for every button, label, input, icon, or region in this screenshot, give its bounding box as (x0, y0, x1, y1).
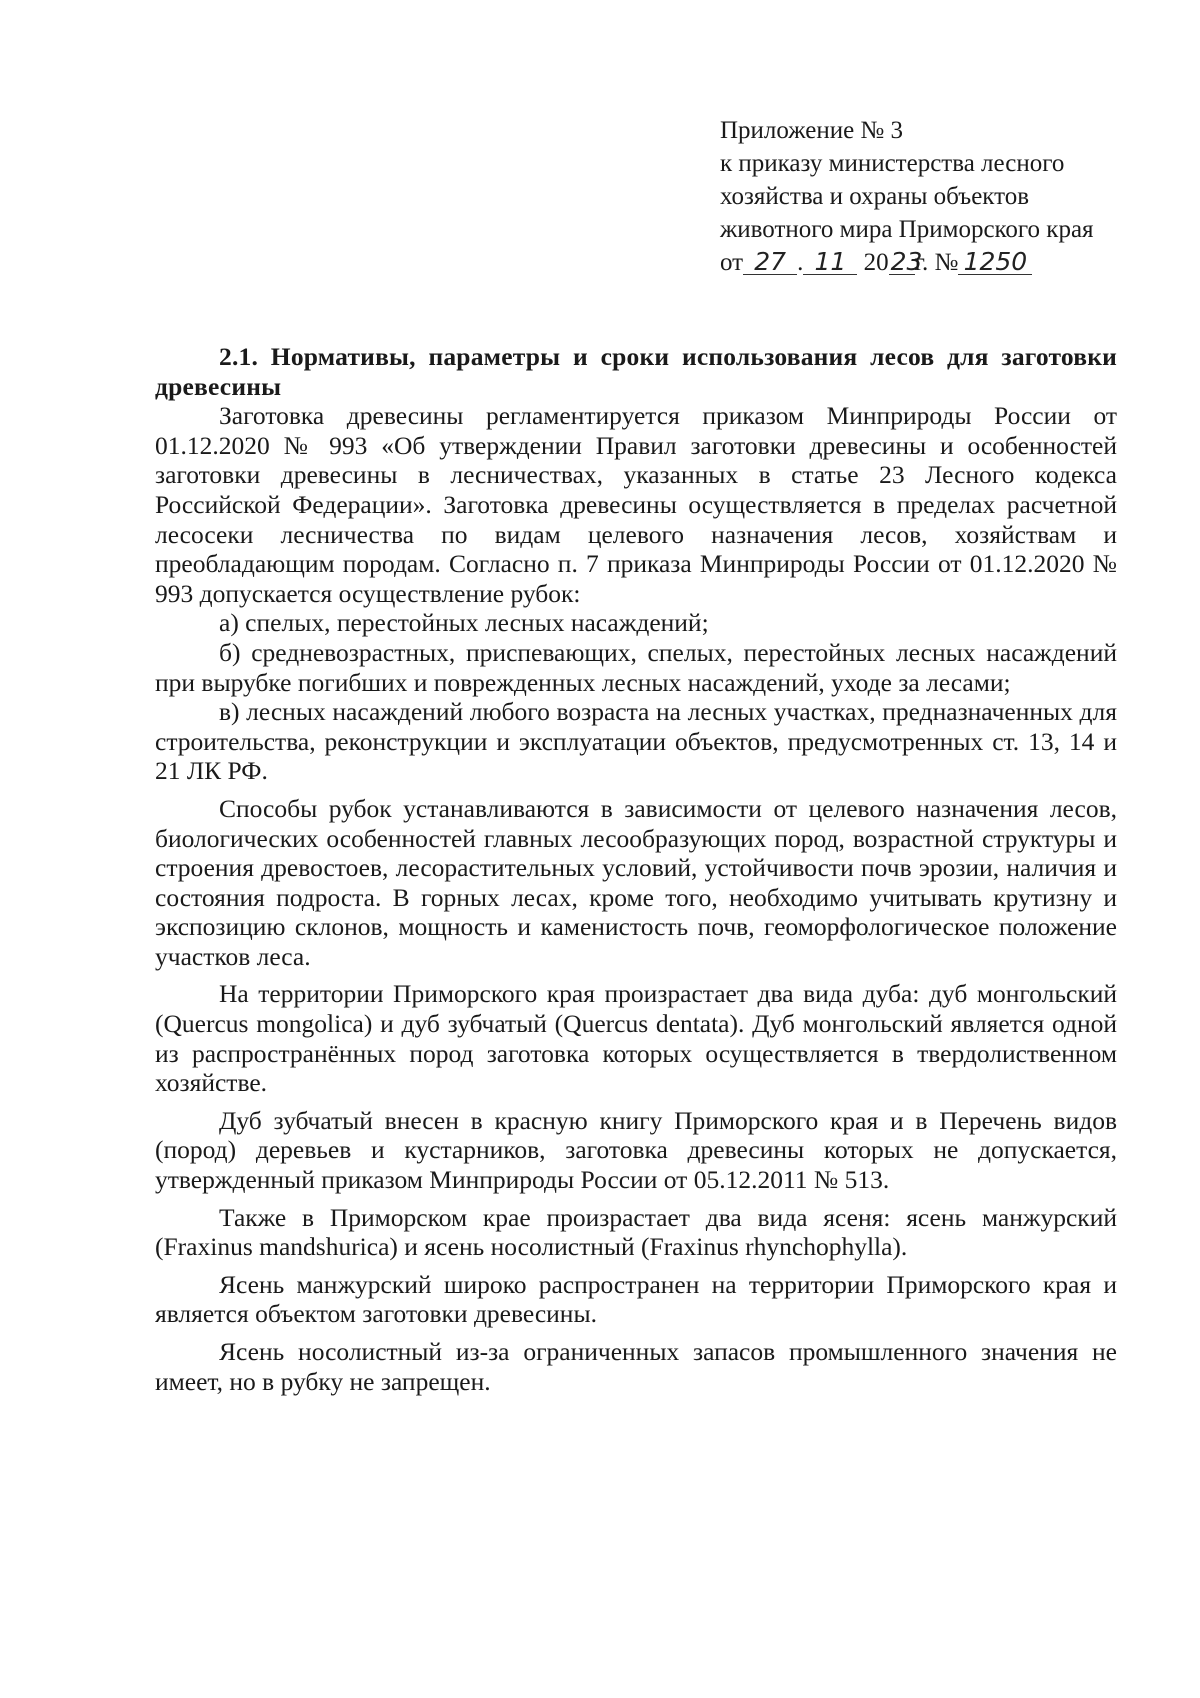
list-item-a: а) спелых, перестойных лесных насаждений; (219, 608, 709, 638)
handwritten-order-number: 1250 (958, 250, 1032, 275)
paragraph: Заготовка древесины регламентируется приказом Минприроды России от 01.12.2020 № 993 «Об утверждении Правил заготовки древесины и особенностей заготовки древесины в лесничествах, указанных в статье 23 Лесного кодекса Российской Федерации». Заготовка древесины осуществляется в пределах расчетной лесосеки лесничества по видам целевого назначения лесов, хозяйствам и преобладающим породам. Согласно п. 7 приказа Минприроды России от 01.12.2020 № 993 допускается осуществление рубок: (155, 401, 1117, 608)
handwritten-month: 11 (803, 250, 857, 275)
handwritten-day: 27 (743, 250, 797, 275)
paragraph: Способы рубок устанавливаются в зависимости от целевого назначения лесов, биологических особенностей главных лесообразующих пород, возрастной структуры и строения древостоев, лесорастительных условий, устойчивости почв эрозии, наличия и состояния подроста. В горных лесах, кроме того, необходимо учитывать крутизну и экспозицию склонов, мощность и каменистость почв, геоморфологическое положение участков леса. (155, 793, 1117, 971)
section-heading: 2.1. Нормативы, параметры и сроки использования лесов для заготовки древесины (155, 342, 1117, 401)
list-item-c: в) лесных насаждений любого возраста на лесных участках, предназначенных для строительства, реконструкции и эксплуатации объектов, предусмотренных ст. 13, 14 и 21 ЛК РФ. (155, 697, 1117, 786)
handwritten-year: 23 (890, 247, 923, 276)
document-body (155, 342, 1117, 1396)
number-prefix: г. № (914, 249, 959, 276)
approval-line-2: к приказу министерства лесного (720, 150, 1065, 177)
year-prefix: 20 (863, 249, 889, 276)
approval-block (720, 114, 1160, 279)
list-item-b: б) средневозрастных, приспевающих, спелых, перестойных лесных насаждений при вырубке погибших и поврежденных лесных насаждений, уходе за лесами; (155, 637, 1117, 697)
approval-line-3: хозяйства и охраны объектов (720, 183, 1030, 210)
paragraph: На территории Приморского края произрастает два вида дуба: дуб монгольский (Quercus mongolica) и дуб зубчатый (Quercus dentata). Дуб монгольский является одной из распространённых пород заготовка которых осуществляется в твердолиственном хозяйстве. (155, 979, 1117, 1098)
approval-date-line: от 27 . 11 2023г. № 1250 (720, 246, 1160, 279)
paragraph: Также в Приморском крае произрастает два вида ясеня: ясень манжурский (Fraxinus mandshurica) и ясень носолистный (Fraxinus rhynchophylla). (155, 1202, 1117, 1262)
date-prefix: от (720, 249, 744, 276)
paragraph: Дуб зубчатый внесен в красную книгу Приморского края и в Перечень видов (пород) деревьев и кустарников, заготовка древесины которых не допускается, утвержденный приказом Минприроды России от 05.12.2011 № 513. (155, 1105, 1117, 1195)
approval-line-4: животного мира Приморского края (720, 216, 1094, 243)
approval-line-1: Приложение № 3 (720, 117, 904, 144)
paragraph: Ясень манжурский широко распространен на территории Приморского края и является объектом заготовки древесины. (155, 1269, 1117, 1329)
paragraph: Ясень носолистный из-за ограниченных запасов промышленного значения не имеет, но в рубку не запрещен. (155, 1337, 1117, 1396)
